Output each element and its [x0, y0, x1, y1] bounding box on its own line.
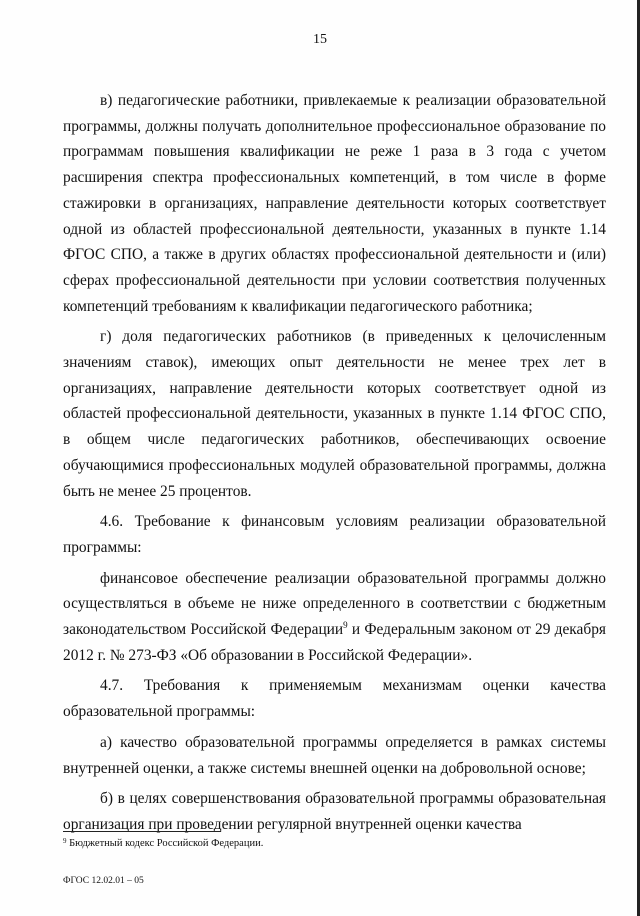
footnote [63, 838, 263, 849]
footnote-text: Бюджетный кодекс Российской Федерации. [66, 838, 264, 849]
page-number: 15 [313, 32, 327, 47]
paragraph-a: а) качество образовательной программы определяется в рамках системы внутренней оценки, а также системы внешней оценки на добровольной основе; [63, 733, 606, 777]
paragraph-finance [63, 566, 606, 669]
body-text [63, 88, 606, 838]
paragraph-4-6: 4.6. Требование к финансовым условиям реализации образовательной программы: [63, 513, 606, 556]
footnote-reference: 9 [343, 620, 348, 631]
footnote-mark: 9 [63, 837, 67, 845]
finance-text-start: финансовое обеспечение реализации образовательной программы должно осуществляться в объеме не ниже определенного в соответствии с бюджетным законодательством Российской Федерации [63, 569, 606, 639]
footnote-separator [63, 831, 221, 832]
document-code: ФГОС 12.02.01 – 05 [63, 876, 144, 886]
paragraph-b: б) в целях совершенствования образовательной программы образовательная организация при проведении регулярной внутренней оценки качества [63, 790, 606, 833]
finance-text-end: и Федеральным законом от 29 декабря 2012 г. № 273-ФЗ «Об образовании в Российской Федерации». [63, 621, 606, 664]
paragraph-g: г) доля педагогических работников (в приведенных к целочисленным значениям ставок), имеющих опыт деятельности не менее трех лет в организациях, направление деятельности которых соответствует одной из областей профессиональной деятельности, указанных в пункте 1.14 ФГОС СПО, в общем числе педагогических работников, обеспечивающих освоение обучающимися профессиональных модулей образовательной программы, должна быть не менее 25 процентов. [63, 328, 606, 500]
paragraph-4-7: 4.7. Требования к применяемым механизмам оценки качества образовательной программы: [63, 677, 606, 721]
paragraph-v: в) педагогические работники, привлекаемые к реализации образовательной программы, должны получать дополнительное профессиональное образование по программам повышения квалификации не реже 1 раза в 3 года с учетом расширения спектра профессиональных компетенций, в том числе в форме стажировки в организациях, направление деятельности которых соответствует одной из областей профессиональной деятельности, указанных в пункте 1.14 ФГОС СПО, а также в других областях профессиональной деятельности и (или) сферах профессиональной деятельности при условии соответствия полученных компетенций требованиям к квалификации педагогического работника; [63, 92, 606, 315]
